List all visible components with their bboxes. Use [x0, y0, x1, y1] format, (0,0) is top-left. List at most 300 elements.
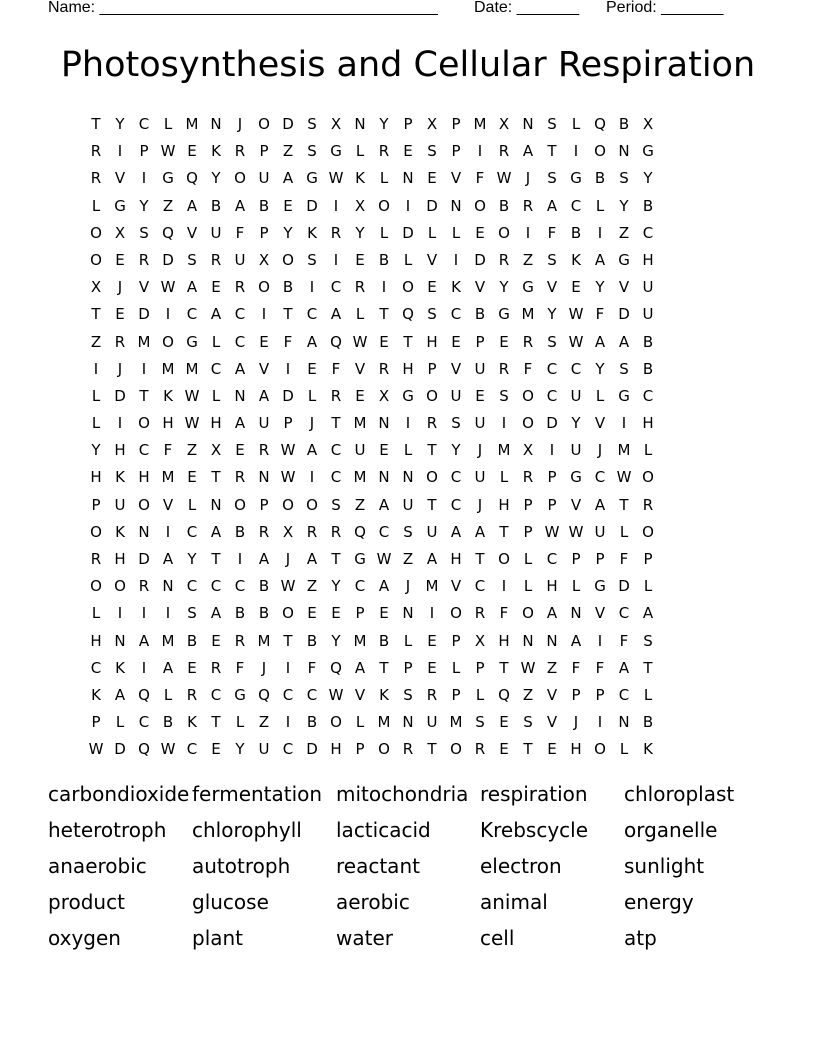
grid-letter: O	[90, 223, 102, 242]
grid-letter: U	[258, 169, 270, 188]
grid-letter: A	[234, 359, 246, 378]
grid-letter: U	[474, 468, 486, 487]
grid-letter: L	[355, 142, 365, 161]
grid-letter: S	[331, 495, 341, 514]
grid-letter: O	[426, 468, 438, 487]
grid-letter: N	[402, 713, 414, 732]
grid-letter: B	[642, 196, 654, 215]
grid-letter: U	[426, 713, 438, 732]
grid-letter: O	[378, 740, 390, 759]
grid-letter: F	[283, 332, 293, 351]
grid-letter: P	[451, 142, 461, 161]
period-field-label: Period: _______	[606, 0, 724, 16]
grid-letter: W	[568, 522, 584, 541]
grid-letter: Y	[331, 577, 341, 596]
grid-letter: X	[210, 441, 222, 460]
grid-letter: F	[619, 631, 629, 650]
grid-letter: V	[354, 685, 366, 704]
grid-letter: R	[498, 250, 510, 269]
grid-letter: M	[185, 359, 199, 378]
grid-letter: V	[546, 713, 558, 732]
grid-letter: P	[403, 658, 413, 677]
grid-letter: R	[426, 414, 438, 433]
grid-letter: H	[210, 414, 222, 433]
grid-letter: I	[597, 223, 603, 242]
grid-letter: Z	[282, 142, 294, 161]
grid-letter: I	[117, 142, 123, 161]
grid-letter: I	[117, 414, 123, 433]
grid-letter: Y	[91, 441, 101, 460]
grid-letter: L	[91, 604, 101, 623]
grid-letter: T	[643, 658, 653, 677]
grid-letter: I	[501, 577, 507, 596]
grid-letter: Q	[330, 332, 342, 351]
grid-letter: F	[547, 223, 557, 242]
grid-letter: H	[90, 631, 102, 650]
grid-letter: A	[618, 332, 630, 351]
word-bank-item: organelle	[624, 818, 718, 842]
grid-letter: B	[378, 631, 390, 650]
grid-row	[84, 682, 732, 709]
grid-letter: L	[571, 577, 581, 596]
grid-letter: R	[474, 604, 486, 623]
grid-letter: R	[642, 495, 654, 514]
grid-letter: U	[570, 441, 582, 460]
grid-letter: R	[210, 658, 222, 677]
grid-letter: E	[475, 386, 485, 405]
grid-row	[84, 247, 732, 274]
grid-letter: P	[571, 550, 581, 568]
grid-letter: P	[547, 468, 557, 487]
grid-letter: A	[306, 332, 318, 351]
grid-letter: H	[162, 414, 174, 433]
grid-row	[84, 383, 732, 410]
grid-letter: D	[426, 196, 438, 215]
grid-letter: Z	[162, 196, 174, 215]
grid-letter: B	[594, 169, 606, 188]
grid-letter: B	[474, 305, 486, 324]
grid-letter: V	[354, 359, 366, 378]
grid-letter: L	[379, 169, 389, 188]
grid-letter: C	[474, 577, 486, 596]
grid-letter: G	[330, 142, 342, 161]
grid-letter: X	[642, 115, 654, 133]
grid-letter: R	[258, 441, 270, 460]
grid-letter: L	[211, 386, 221, 405]
grid-letter: G	[234, 685, 246, 704]
grid-letter: R	[90, 169, 102, 188]
grid-letter: P	[523, 522, 533, 541]
grid-letter: Q	[186, 169, 198, 188]
grid-letter: R	[498, 142, 510, 161]
grid-row	[84, 437, 732, 464]
grid-letter: P	[403, 115, 413, 133]
grid-letter: I	[381, 278, 387, 297]
grid-letter: T	[331, 414, 341, 433]
grid-letter: E	[427, 658, 437, 677]
grid-letter: J	[597, 441, 603, 460]
grid-letter: P	[595, 550, 605, 568]
grid-letter: T	[547, 142, 557, 161]
grid-letter: P	[427, 359, 437, 378]
grid-letter: L	[523, 577, 533, 596]
grid-letter: Y	[235, 740, 245, 759]
grid-letter: F	[523, 359, 533, 378]
grid-letter: H	[642, 250, 654, 269]
grid-letter: A	[378, 577, 390, 596]
grid-letter: V	[138, 278, 150, 297]
grid-letter: A	[138, 631, 150, 650]
grid-letter: L	[523, 550, 533, 568]
grid-letter: M	[353, 468, 367, 487]
word-bank-item: energy	[624, 890, 694, 914]
grid-letter: G	[570, 468, 582, 487]
grid-letter: I	[429, 604, 435, 623]
grid-letter: I	[333, 196, 339, 215]
grid-letter: V	[546, 278, 558, 297]
grid-letter: M	[521, 305, 535, 324]
grid-letter: V	[450, 169, 462, 188]
grid-letter: M	[473, 115, 487, 133]
grid-letter: R	[522, 468, 534, 487]
grid-row	[84, 492, 732, 519]
grid-letter: O	[522, 386, 534, 405]
grid-letter: K	[379, 685, 389, 704]
grid-letter: K	[115, 468, 125, 487]
grid-letter: R	[234, 631, 246, 650]
grid-letter: C	[306, 685, 318, 704]
grid-letter: W	[280, 468, 296, 487]
grid-row	[84, 410, 732, 437]
grid-letter: C	[546, 359, 558, 378]
grid-letter: M	[449, 713, 463, 732]
grid-letter: X	[522, 441, 534, 460]
grid-letter: J	[573, 713, 579, 732]
grid-letter: B	[186, 631, 198, 650]
grid-letter: E	[211, 740, 221, 759]
grid-letter: E	[571, 278, 581, 297]
grid-letter: S	[475, 713, 485, 732]
grid-letter: C	[330, 441, 342, 460]
grid-letter: V	[162, 495, 174, 514]
grid-letter: Q	[594, 115, 606, 133]
grid-letter: L	[403, 631, 413, 650]
grid-letter: K	[115, 658, 125, 677]
grid-letter: J	[261, 658, 267, 677]
grid-letter: R	[522, 196, 534, 215]
word-bank-item: Krebscycle	[480, 818, 589, 842]
grid-letter: B	[642, 332, 654, 351]
grid-letter: L	[475, 685, 485, 704]
grid-letter: L	[451, 223, 461, 242]
grid-letter: A	[162, 658, 174, 677]
grid-letter: D	[306, 196, 318, 215]
grid-letter: S	[403, 685, 413, 704]
grid-letter: W	[568, 305, 584, 324]
grid-row	[84, 573, 732, 600]
grid-letter: N	[522, 631, 534, 650]
grid-letter: C	[210, 685, 222, 704]
grid-letter: P	[259, 142, 269, 161]
grid-letter: Z	[186, 441, 198, 460]
grid-letter: N	[570, 604, 582, 623]
grid-letter: Q	[138, 685, 150, 704]
grid-letter: J	[405, 577, 411, 596]
grid-letter: F	[499, 604, 509, 623]
word-bank-item: mitochondria	[336, 782, 469, 806]
grid-letter: D	[282, 386, 294, 405]
grid-letter: S	[307, 142, 317, 161]
grid-letter: E	[307, 359, 317, 378]
grid-letter: I	[405, 414, 411, 433]
grid-letter: W	[160, 278, 176, 297]
grid-letter: O	[450, 604, 462, 623]
grid-letter: O	[90, 250, 102, 269]
grid-letter: O	[594, 142, 606, 161]
grid-letter: I	[165, 604, 171, 623]
grid-letter: D	[618, 305, 630, 324]
grid-row	[84, 193, 732, 220]
grid-letter: N	[378, 414, 390, 433]
grid-letter: F	[163, 441, 173, 460]
grid-letter: M	[257, 631, 271, 650]
grid-letter: D	[162, 250, 174, 269]
grid-letter: P	[475, 332, 485, 351]
grid-letter: T	[211, 468, 221, 487]
grid-letter: E	[331, 604, 341, 623]
grid-letter: S	[547, 250, 557, 269]
grid-letter: V	[426, 250, 438, 269]
grid-letter: M	[377, 713, 391, 732]
grid-letter: K	[187, 713, 197, 732]
grid-letter: O	[234, 169, 246, 188]
grid-letter: A	[258, 386, 270, 405]
grid-row	[84, 655, 732, 682]
grid-letter: L	[355, 713, 365, 732]
grid-letter: I	[525, 223, 531, 242]
grid-letter: E	[427, 169, 437, 188]
grid-letter: O	[498, 223, 510, 242]
grid-letter: W	[544, 522, 560, 541]
grid-letter: Z	[90, 332, 102, 351]
grid-letter: O	[114, 577, 126, 596]
grid-letter: D	[618, 577, 630, 596]
grid-row	[84, 519, 732, 546]
grid-letter: T	[379, 305, 389, 324]
grid-letter: I	[237, 550, 243, 568]
grid-letter: M	[161, 359, 175, 378]
grid-letter: K	[91, 685, 101, 704]
grid-letter: Y	[379, 115, 389, 133]
grid-letter: L	[571, 115, 581, 133]
grid-letter: Z	[618, 223, 630, 242]
grid-letter: I	[165, 522, 171, 541]
grid-letter: Y	[139, 196, 149, 215]
grid-letter: E	[283, 196, 293, 215]
grid-letter: P	[283, 414, 293, 433]
grid-letter: Y	[547, 305, 557, 324]
grid-letter: O	[90, 522, 102, 541]
grid-row	[84, 628, 732, 655]
grid-row	[84, 736, 732, 763]
grid-letter: T	[403, 332, 413, 351]
word-bank-item: aerobic	[336, 890, 410, 914]
grid-letter: J	[117, 359, 123, 378]
grid-letter: G	[402, 386, 414, 405]
grid-letter: A	[570, 631, 582, 650]
grid-letter: B	[258, 604, 270, 623]
grid-letter: C	[210, 359, 222, 378]
grid-row	[84, 329, 732, 356]
grid-letter: I	[621, 414, 627, 433]
grid-letter: W	[160, 740, 176, 759]
grid-letter: L	[643, 441, 653, 460]
grid-letter: C	[570, 359, 582, 378]
grid-letter: Z	[354, 495, 366, 514]
grid-letter: P	[571, 685, 581, 704]
grid-letter: H	[570, 740, 582, 759]
grid-letter: E	[307, 604, 317, 623]
grid-letter: A	[474, 522, 486, 541]
grid-letter: R	[234, 278, 246, 297]
grid-letter: E	[499, 332, 509, 351]
grid-letter: G	[306, 169, 318, 188]
grid-letter: Y	[499, 278, 509, 297]
grid-letter: J	[525, 169, 531, 188]
grid-letter: C	[450, 468, 462, 487]
grid-letter: U	[642, 278, 654, 297]
grid-letter: O	[138, 495, 150, 514]
grid-letter: U	[426, 522, 438, 541]
grid-letter: E	[187, 658, 197, 677]
grid-letter: L	[187, 495, 197, 514]
grid-letter: I	[549, 441, 555, 460]
grid-letter: I	[141, 169, 147, 188]
grid-letter: C	[282, 685, 294, 704]
grid-letter: S	[523, 713, 533, 732]
grid-letter: R	[498, 359, 510, 378]
grid-letter: H	[642, 414, 654, 433]
grid-letter: Y	[211, 169, 221, 188]
grid-letter: A	[234, 414, 246, 433]
grid-row	[84, 274, 732, 301]
grid-letter: A	[114, 685, 126, 704]
grid-letter: N	[378, 468, 390, 487]
grid-letter: L	[91, 386, 101, 405]
grid-letter: D	[474, 250, 486, 269]
grid-letter: Y	[187, 550, 197, 568]
grid-row	[84, 301, 732, 328]
grid-letter: W	[280, 577, 296, 596]
grid-letter: J	[477, 441, 483, 460]
grid-letter: R	[90, 142, 102, 161]
grid-letter: I	[141, 604, 147, 623]
grid-row	[84, 546, 732, 573]
page-title: Photosynthesis and Cellular Respiration	[60, 45, 756, 85]
grid-letter: L	[115, 713, 125, 732]
grid-letter: L	[619, 522, 629, 541]
grid-letter: A	[354, 658, 366, 677]
grid-letter: H	[546, 577, 558, 596]
grid-letter: E	[187, 468, 197, 487]
grid-letter: S	[619, 169, 629, 188]
grid-letter: I	[141, 359, 147, 378]
grid-letter: I	[453, 250, 459, 269]
grid-letter: F	[619, 550, 629, 568]
grid-letter: B	[234, 604, 246, 623]
grid-letter: C	[546, 386, 558, 405]
grid-letter: E	[475, 223, 485, 242]
grid-letter: A	[186, 196, 198, 215]
grid-letter: H	[402, 359, 414, 378]
grid-letter: E	[115, 305, 125, 324]
grid-letter: Q	[330, 658, 342, 677]
word-bank-item: carbondioxide	[48, 782, 190, 806]
grid-letter: F	[595, 305, 605, 324]
grid-letter: V	[594, 414, 606, 433]
grid-letter: T	[427, 740, 437, 759]
grid-letter: J	[309, 414, 315, 433]
grid-letter: O	[306, 495, 318, 514]
grid-letter: M	[161, 631, 175, 650]
grid-letter: E	[499, 740, 509, 759]
grid-letter: Z	[306, 577, 318, 596]
grid-letter: E	[379, 332, 389, 351]
grid-letter: X	[474, 631, 486, 650]
grid-letter: O	[258, 278, 270, 297]
grid-letter: L	[235, 713, 245, 732]
grid-letter: N	[450, 196, 462, 215]
grid-letter: U	[258, 740, 270, 759]
grid-letter: N	[618, 142, 630, 161]
grid-letter: C	[378, 522, 390, 541]
grid-letter: Q	[498, 685, 510, 704]
grid-letter: N	[618, 713, 630, 732]
grid-letter: L	[643, 577, 653, 596]
grid-letter: I	[309, 468, 315, 487]
grid-letter: B	[258, 577, 270, 596]
grid-letter: F	[331, 359, 341, 378]
grid-letter: O	[498, 550, 510, 568]
grid-letter: W	[568, 332, 584, 351]
word-bank-item: fermentation	[192, 782, 323, 806]
grid-letter: T	[91, 305, 101, 324]
grid-letter: I	[405, 196, 411, 215]
word-bank-item: glucose	[192, 890, 269, 914]
grid-letter: C	[90, 658, 102, 677]
grid-letter: W	[616, 468, 632, 487]
grid-letter: K	[451, 278, 461, 297]
grid-letter: R	[378, 359, 390, 378]
grid-letter: Y	[355, 223, 365, 242]
grid-letter: R	[186, 685, 198, 704]
grid-letter: F	[235, 223, 245, 242]
grid-letter: G	[570, 169, 582, 188]
grid-letter: D	[306, 740, 318, 759]
grid-letter: A	[450, 522, 462, 541]
grid-row	[84, 220, 732, 247]
grid-letter: A	[282, 169, 294, 188]
grid-letter: I	[501, 414, 507, 433]
grid-letter: A	[306, 441, 318, 460]
grid-letter: G	[522, 278, 534, 297]
grid-letter: U	[642, 305, 654, 324]
grid-letter: O	[138, 414, 150, 433]
grid-letter: U	[234, 250, 246, 269]
word-bank-item: autotroph	[192, 854, 291, 878]
grid-letter: K	[211, 142, 221, 161]
grid-letter: H	[426, 332, 438, 351]
